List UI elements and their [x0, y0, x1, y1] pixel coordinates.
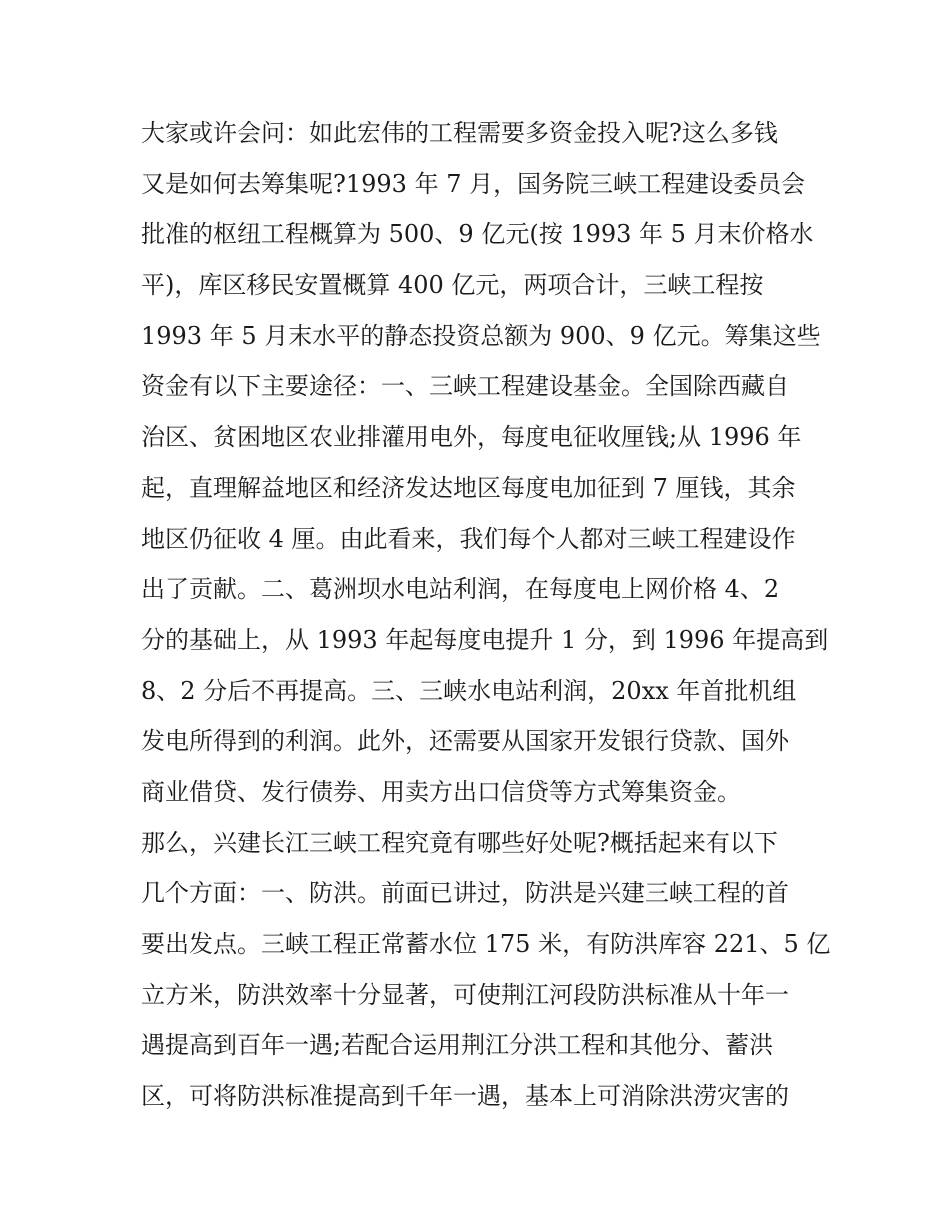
text-line: 区，可将防洪标准提高到千年一遇，基本上可消除洪涝灾害的	[141, 1082, 789, 1111]
text-line: 遇提高到百年一遇;若配合运用荆江分洪工程和其他分、蓄洪	[141, 1031, 774, 1060]
text-line: 要出发点。三峡工程正常蓄水位 175 米，有防洪库容 221、5 亿	[141, 930, 831, 958]
text-line: 那么，兴建长江三峡工程究竟有哪些好处呢?概括起来有以下	[141, 828, 778, 857]
text-line: 8、2 分后不再提高。三、三峡水电站利润，20xx 年首批机组	[141, 676, 797, 705]
text-line: 分的基础上，从 1993 年起每度电提升 1 分，到 1996 年提高到	[141, 625, 829, 654]
text-line: 地区仍征收 4 厘。由此看来，我们每个人都对三峡工程建设作	[141, 524, 796, 553]
text-line: 立方米，防洪效率十分显著，可使荆江河段防洪标准从十年一	[141, 980, 789, 1009]
text-line: 平)，库区移民安置概算 400 亿元，两项合计，三峡工程按	[141, 271, 764, 300]
text-line: 批准的枢纽工程概算为 500、9 亿元(按 1993 年 5 月末价格水	[141, 220, 814, 249]
text-line: 起，直理解益地区和经济发达地区每度电加征到 7 厘钱，其余	[141, 473, 796, 502]
text-line: 1993 年 5 月末水平的静态投资总额为 900、9 亿元。筹集这些	[141, 321, 821, 350]
text-line: 几个方面：一、防洪。前面已讲过，防洪是兴建三峡工程的首	[141, 879, 789, 908]
text-line: 资金有以下主要途径：一、三峡工程建设基金。全国除西藏自	[141, 372, 789, 401]
text-line: 又是如何去筹集呢?1993 年 7 月，国务院三峡工程建设委员会	[141, 169, 806, 198]
text-line: 治区、贫困地区农业排灌用电外，每度电征收厘钱;从 1996 年	[141, 423, 802, 452]
text-line: 出了贡献。二、葛洲坝水电站利润，在每度电上网价格 4、2	[141, 575, 780, 604]
text-line: 发电所得到的利润。此外，还需要从国家开发银行贷款、国外	[141, 727, 789, 756]
text-line: 商业借贷、发行债券、用卖方出口信贷等方式筹集资金。	[141, 777, 741, 806]
body-text	[141, 108, 831, 1122]
text-line: 大家或许会问：如此宏伟的工程需要多资金投入呢?这么多钱	[141, 119, 778, 147]
